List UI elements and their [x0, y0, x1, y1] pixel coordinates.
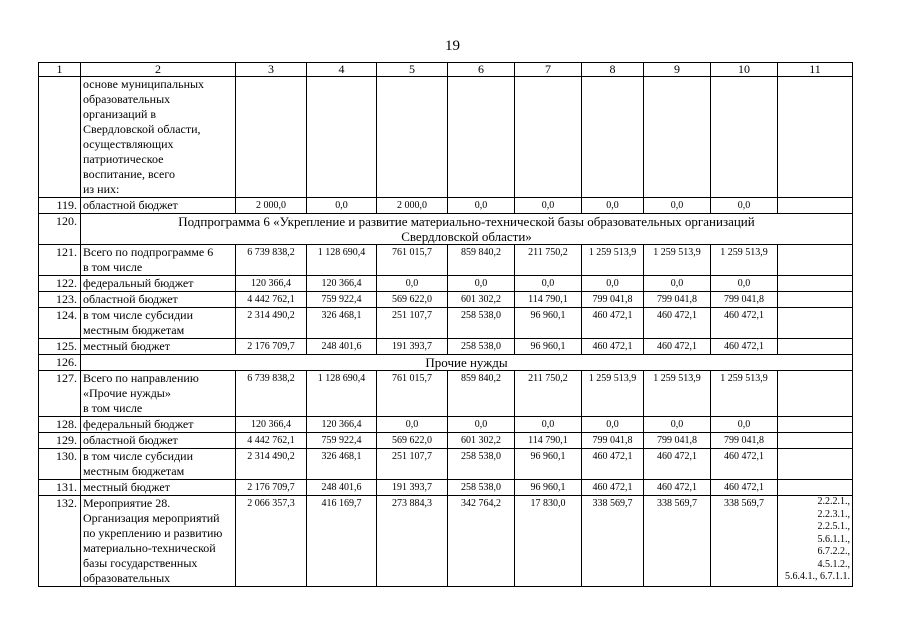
value-cell: 1 259 513,9 — [711, 245, 778, 276]
value-cell: 0,0 — [644, 417, 711, 433]
column-number-header: 7 — [515, 63, 582, 77]
row-index: 129. — [39, 433, 81, 449]
value-cell: 251 107,7 — [377, 449, 448, 480]
row-name: областной бюджет — [81, 198, 236, 214]
value-cell: 460 472,1 — [711, 449, 778, 480]
row-index: 123. — [39, 292, 81, 308]
row-index: 132. — [39, 496, 81, 587]
value-cell: 338 569,7 — [582, 496, 644, 587]
value-cell: 0,0 — [448, 276, 515, 292]
reference-cell — [778, 449, 853, 480]
row-name: Мероприятие 28. Организация мероприятий по укреплению и развитию материально-технической базы государственных образовательных — [81, 496, 236, 587]
column-number-header: 11 — [778, 63, 853, 77]
value-cell: 2 176 709,7 — [236, 480, 307, 496]
section-title: Прочие нужды — [81, 355, 853, 371]
value-cell: 191 393,7 — [377, 339, 448, 355]
value-cell: 251 107,7 — [377, 308, 448, 339]
page-number: 19 — [445, 38, 460, 54]
value-cell: 0,0 — [448, 417, 515, 433]
value-cell: 96 960,1 — [515, 339, 582, 355]
value-cell: 460 472,1 — [582, 480, 644, 496]
row-name: федеральный бюджет — [81, 417, 236, 433]
row-name: основе муниципальных образовательных организаций в Свердловской области, осуществляющих патриотическое воспитание, всего из них: — [81, 77, 236, 198]
table-row — [39, 371, 853, 417]
value-cell: 0,0 — [711, 198, 778, 214]
value-cell: 342 764,2 — [448, 496, 515, 587]
value-cell: 326 468,1 — [307, 449, 377, 480]
value-cell: 114 790,1 — [515, 292, 582, 308]
table-row — [39, 308, 853, 339]
table-row — [39, 480, 853, 496]
value-cell: 761 015,7 — [377, 371, 448, 417]
value-cell: 2 000,0 — [377, 198, 448, 214]
reference-cell — [778, 292, 853, 308]
table-row — [39, 417, 853, 433]
value-cell: 1 259 513,9 — [644, 245, 711, 276]
column-number-header: 1 — [39, 63, 81, 77]
value-cell: 799 041,8 — [644, 292, 711, 308]
value-cell: 258 538,0 — [448, 449, 515, 480]
table-row — [39, 292, 853, 308]
value-cell: 460 472,1 — [582, 339, 644, 355]
value-cell: 114 790,1 — [515, 433, 582, 449]
value-cell: 6 739 838,2 — [236, 371, 307, 417]
value-cell: 258 538,0 — [448, 308, 515, 339]
row-index: 119. — [39, 198, 81, 214]
value-cell: 460 472,1 — [644, 449, 711, 480]
value-cell: 1 259 513,9 — [582, 245, 644, 276]
value-cell: 1 128 690,4 — [307, 371, 377, 417]
section-header-row — [39, 355, 853, 371]
value-cell: 0,0 — [515, 198, 582, 214]
row-index: 130. — [39, 449, 81, 480]
value-cell: 460 472,1 — [582, 449, 644, 480]
value-cell: 0,0 — [582, 276, 644, 292]
value-cell: 338 569,7 — [711, 496, 778, 587]
section-header-row — [39, 214, 853, 245]
value-cell: 1 128 690,4 — [307, 245, 377, 276]
value-cell: 460 472,1 — [711, 480, 778, 496]
value-cell — [236, 77, 307, 198]
value-cell: 6 739 838,2 — [236, 245, 307, 276]
value-cell: 2 314 490,2 — [236, 308, 307, 339]
value-cell: 0,0 — [644, 276, 711, 292]
value-cell: 460 472,1 — [644, 339, 711, 355]
value-cell: 96 960,1 — [515, 308, 582, 339]
value-cell: 0,0 — [711, 417, 778, 433]
value-cell: 326 468,1 — [307, 308, 377, 339]
value-cell — [644, 77, 711, 198]
value-cell: 2 176 709,7 — [236, 339, 307, 355]
reference-cell — [778, 308, 853, 339]
table-row — [39, 496, 853, 587]
reference-cell: 2.2.2.1., 2.2.3.1., 2.2.5.1., 5.6.1.1., 6.7.2.2., 4.5.1.2., 5.6.4.1., 6.7.1.1. — [778, 496, 853, 587]
reference-cell — [778, 433, 853, 449]
row-index: 122. — [39, 276, 81, 292]
value-cell: 2 066 357,3 — [236, 496, 307, 587]
column-number-header: 3 — [236, 63, 307, 77]
value-cell: 460 472,1 — [711, 339, 778, 355]
row-name: в том числе субсидии местным бюджетам — [81, 308, 236, 339]
value-cell: 338 569,7 — [644, 496, 711, 587]
column-number-header: 5 — [377, 63, 448, 77]
row-name: в том числе субсидии местным бюджетам — [81, 449, 236, 480]
value-cell: 859 840,2 — [448, 371, 515, 417]
value-cell: 248 401,6 — [307, 480, 377, 496]
value-cell: 191 393,7 — [377, 480, 448, 496]
value-cell: 416 169,7 — [307, 496, 377, 587]
value-cell: 17 830,0 — [515, 496, 582, 587]
value-cell: 0,0 — [515, 417, 582, 433]
value-cell — [377, 77, 448, 198]
value-cell: 859 840,2 — [448, 245, 515, 276]
value-cell: 273 884,3 — [377, 496, 448, 587]
value-cell: 4 442 762,1 — [236, 292, 307, 308]
value-cell: 761 015,7 — [377, 245, 448, 276]
value-cell: 120 366,4 — [307, 417, 377, 433]
row-name: местный бюджет — [81, 480, 236, 496]
value-cell: 0,0 — [582, 417, 644, 433]
value-cell: 120 366,4 — [236, 276, 307, 292]
section-title: Подпрограмма 6 «Укрепление и развитие материально-технической базы образовательных организаций Свердловской области» — [81, 214, 853, 245]
value-cell: 460 472,1 — [644, 308, 711, 339]
reference-cell — [778, 276, 853, 292]
value-cell: 120 366,4 — [307, 276, 377, 292]
value-cell: 0,0 — [307, 198, 377, 214]
reference-cell — [778, 245, 853, 276]
value-cell: 569 622,0 — [377, 292, 448, 308]
value-cell — [582, 77, 644, 198]
value-cell: 1 259 513,9 — [582, 371, 644, 417]
value-cell: 601 302,2 — [448, 292, 515, 308]
value-cell: 0,0 — [644, 198, 711, 214]
column-number-header: 4 — [307, 63, 377, 77]
value-cell: 799 041,8 — [711, 292, 778, 308]
table-row — [39, 449, 853, 480]
row-index: 125. — [39, 339, 81, 355]
row-index: 121. — [39, 245, 81, 276]
value-cell: 799 041,8 — [711, 433, 778, 449]
value-cell — [711, 77, 778, 198]
value-cell: 799 041,8 — [644, 433, 711, 449]
value-cell: 1 259 513,9 — [711, 371, 778, 417]
row-index: 131. — [39, 480, 81, 496]
table-row — [39, 276, 853, 292]
column-number-header: 9 — [644, 63, 711, 77]
table-row — [39, 245, 853, 276]
table-row — [39, 77, 853, 198]
value-cell — [515, 77, 582, 198]
value-cell: 759 922,4 — [307, 433, 377, 449]
row-name: областной бюджет — [81, 433, 236, 449]
value-cell: 120 366,4 — [236, 417, 307, 433]
value-cell: 799 041,8 — [582, 433, 644, 449]
value-cell: 0,0 — [377, 276, 448, 292]
value-cell: 759 922,4 — [307, 292, 377, 308]
column-number-header: 2 — [81, 63, 236, 77]
value-cell: 0,0 — [377, 417, 448, 433]
reference-cell — [778, 371, 853, 417]
column-number-header: 6 — [448, 63, 515, 77]
value-cell: 799 041,8 — [582, 292, 644, 308]
budget-table — [38, 62, 853, 587]
row-name: местный бюджет — [81, 339, 236, 355]
value-cell: 0,0 — [448, 198, 515, 214]
value-cell: 211 750,2 — [515, 245, 582, 276]
table-row — [39, 433, 853, 449]
value-cell: 258 538,0 — [448, 339, 515, 355]
value-cell: 569 622,0 — [377, 433, 448, 449]
value-cell: 96 960,1 — [515, 449, 582, 480]
row-name: областной бюджет — [81, 292, 236, 308]
value-cell: 2 314 490,2 — [236, 449, 307, 480]
value-cell: 460 472,1 — [582, 308, 644, 339]
value-cell: 0,0 — [711, 276, 778, 292]
value-cell: 1 259 513,9 — [644, 371, 711, 417]
column-number-header: 8 — [582, 63, 644, 77]
value-cell: 258 538,0 — [448, 480, 515, 496]
value-cell — [307, 77, 377, 198]
row-name: Всего по направлению «Прочие нужды» в том числе — [81, 371, 236, 417]
row-name: федеральный бюджет — [81, 276, 236, 292]
row-index: 120. — [39, 214, 81, 245]
value-cell: 2 000,0 — [236, 198, 307, 214]
value-cell: 460 472,1 — [644, 480, 711, 496]
reference-cell — [778, 339, 853, 355]
row-index — [39, 77, 81, 198]
value-cell — [448, 77, 515, 198]
value-cell: 248 401,6 — [307, 339, 377, 355]
reference-cell — [778, 198, 853, 214]
row-index: 127. — [39, 371, 81, 417]
column-number-row — [39, 63, 853, 77]
value-cell: 211 750,2 — [515, 371, 582, 417]
value-cell: 0,0 — [515, 276, 582, 292]
table-row — [39, 339, 853, 355]
row-index: 124. — [39, 308, 81, 339]
value-cell: 0,0 — [582, 198, 644, 214]
value-cell: 96 960,1 — [515, 480, 582, 496]
table-row — [39, 198, 853, 214]
row-index: 128. — [39, 417, 81, 433]
row-index: 126. — [39, 355, 81, 371]
reference-cell — [778, 77, 853, 198]
reference-cell — [778, 417, 853, 433]
column-number-header: 10 — [711, 63, 778, 77]
value-cell: 4 442 762,1 — [236, 433, 307, 449]
value-cell: 460 472,1 — [711, 308, 778, 339]
value-cell: 601 302,2 — [448, 433, 515, 449]
row-name: Всего по подпрограмме 6 в том числе — [81, 245, 236, 276]
reference-cell — [778, 480, 853, 496]
